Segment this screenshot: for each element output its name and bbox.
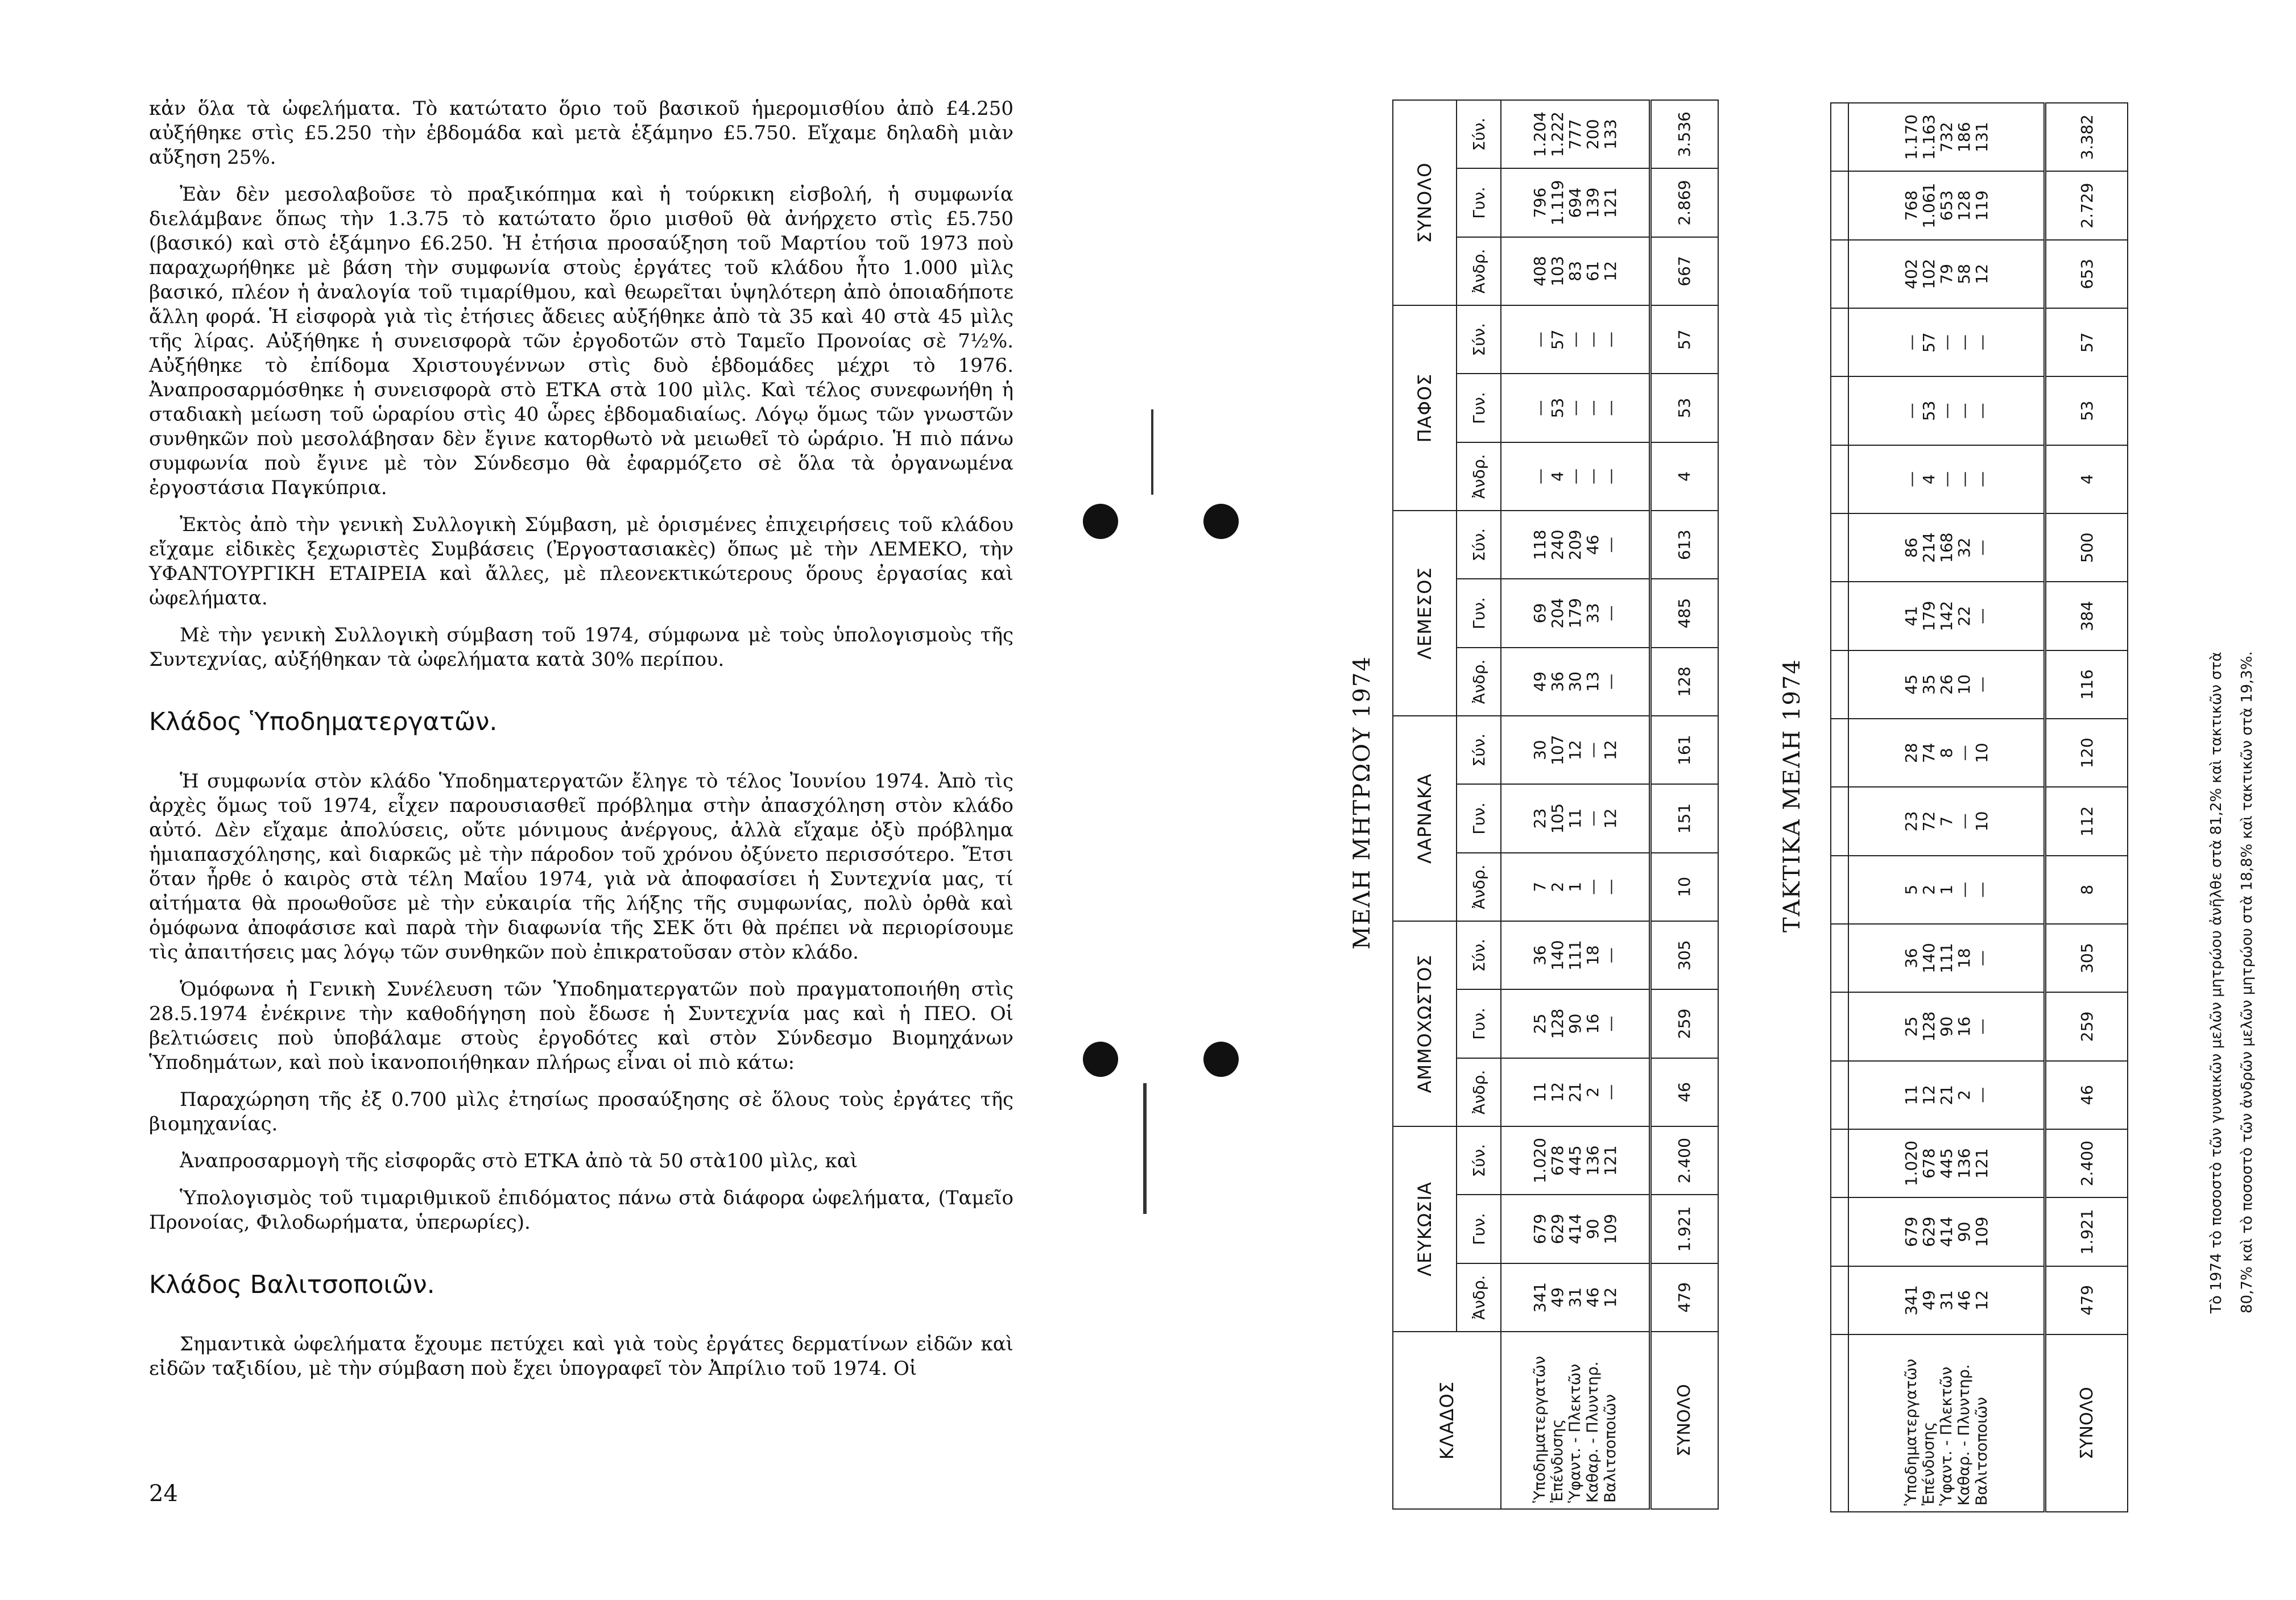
total-cell: 653 <box>2045 240 2128 308</box>
total-cell: 1.921 <box>1650 1195 1718 1263</box>
paragraph: Σημαντικὰ ὠφελήματα ἔχουμε πετύχει καὶ γιὰ τοὺς ἐργάτες δερματίνων εἰδῶν καὶ εἰδῶν ταξιδίου, μὲ τὴν σύμβαση ποὺ ἔχει ὑπογραφεῖ τὸν Ἀπρίλιο τοῦ 1974. Οἱ <box>149 1333 1013 1380</box>
value-cell: 36 140 111 18 — <box>1848 924 2045 992</box>
total-cell: 53 <box>1650 374 1718 442</box>
total-cell: 667 <box>1650 237 1718 305</box>
blank-header-cell <box>1831 1266 1848 1334</box>
value-cell: 796 1.119 694 139 121 <box>1501 168 1650 237</box>
value-cell: 69 204 179 33 — <box>1501 579 1650 647</box>
blank-header-cell <box>1831 171 1848 239</box>
blank-header-cell <box>1831 308 1848 376</box>
value-cell: — 4 — — — <box>1848 445 2045 513</box>
total-cell: 57 <box>2045 308 2128 376</box>
total-cell: 8 <box>2045 856 2128 924</box>
total-cell: 128 <box>1650 648 1718 716</box>
region-header: ΠΑΦΟΣ <box>1393 305 1457 511</box>
paragraph: Ὑπολογισμὸς τοῦ τιμαριθμικοῦ ἐπιδόματος πάνω στὰ διάφορα ὠφελήματα, (Ταμεῖο Προνοίας, Φιλοδωρήματα, ὑπερωρίες). <box>149 1187 1013 1234</box>
blank-header-cell <box>1831 1197 1848 1266</box>
page-number: 24 <box>149 1481 178 1507</box>
total-cell: 116 <box>2045 650 2128 719</box>
paragraph: Ἡ συμφωνία στὸν κλάδο Ὑποδηματεργατῶν ἔληγε τὸ τέλος Ἰουνίου 1974. Ἀπὸ τὶς ἀρχὲς ὅμως τοῦ 1974, εἶχεν παρουσιασθεῖ πρόβλημα στὴν ἀπασχόληση στὸν κλάδο αὐτό. Δὲν εἴχαμε ἀπολύσεις, οὔτε μόνιμους ἀνέργους, ἀλλὰ εἴχαμε ὀξὺ πρόβλημα ἡμιαπασχόλησης, καὶ διαρκῶς μὲ τὴν πάροδον τοῦ χρόνου ὀξύνετο περισσότερο. Ἔτσι ὅταν ἦρθε ὁ καιρὸς στὰ τέλη Μαΐου 1974, γιὰ νὰ ἀποφασίσει ἡ Συντεχνία μας, τί αἰτήματα θὰ προωθοῦσε μὲ τὴν εὐκαιρία τῆς λήξης τῆς συμφωνίας, πολὺ ὀρθὰ καὶ ὁμόφωνα ἀποφάσισε καὶ παρὰ τὴν διαφωνία τῆς ΣΕΚ ὅτι θὰ πρέπει νὰ περιορίσουμε τὶς ἀπαιτήσεις μας λόγῳ τῶν συνθηκῶν ποὺ ἐπικρατοῦσαν στὸν κλάδο. <box>149 770 1013 964</box>
sub-header: Γυν. <box>1457 784 1501 852</box>
blank-header-cell <box>1831 992 1848 1060</box>
total-cell: 3.382 <box>2045 103 2128 171</box>
blank-header-cell <box>1831 376 1848 445</box>
corner-label <box>1831 1334 1848 1512</box>
sub-header: Γυν. <box>1457 168 1501 237</box>
paragraph: Ἐὰν δὲν μεσολαβοῦσε τὸ πραξικόπημα καὶ ἡ τούρκικη εἰσβολή, ἡ συμφωνία διελάμβανε ὅπως τὴν 1.3.75 τὸ κατώτατο ὅριο μισθοῦ θὰ ἀνήρχετο στὶς £5.750 (βασικό) καὶ στὸ ἑξάμηνο £6.250. Ἡ ἐτήσια προσαύξηση τοῦ Μαρτίου τοῦ 1973 ποὺ παραχωρήθηκε μὲ βάση τὴν συμφωνία στοὺς ἐργάτες τοῦ κλάδου ἦτο 1.000 μὶλς βασικό, πλέον ἡ ἀναλογία τοῦ τιμαρίθμου, καὶ θεωρεῖται ὑψηλότερη ἀπὸ ὁποιαδήποτε ἄλλη φορά. Ἡ εἰσφορὰ γιὰ τὶς ἐτήσιες ἄδειες αὐξήθηκε ἀπὸ τὰ 35 καὶ 40 στὰ 45 μὶλς τῆς λίρας. Αὐξήθηκε ἡ συνεισφορὰ τῶν ἐργοδοτῶν στὸ Ταμεῖο Προνοίας σὲ 7½%. Αὐξήθηκε τὸ ἐπίδομα Χριστουγέννων στὶς δυὸ ἑβδομάδες μέχρι τὸ 1976. Ἀναπροσαρμόσθηκε ἡ συνεισφορὰ στὸ ΕΤΚΑ στὰ 100 μὶλς. Καὶ τέλος συνεφωνήθη ἡ σταδιακὴ μείωση τοῦ ὡραρίου στὶς 40 ὧρες ἑβδομαδιαίως. Λόγῳ ὅμως τῶν γνωστῶν συνθηκῶν ποὺ μεσολάβησαν δὲν ἔγινε κατορθωτὸ νὰ μειωθεῖ τὸ ὡράριο. Ἡ πιὸ πάνω συμφωνία ποὺ ἔγινε μὲ τὸν Σύνδεσμο θὰ ἐφαρμόζετο σὲ ὅλα τὰ ὀργανωμένα ἐργοστάσια Παγκύπρια. <box>149 183 1013 499</box>
paragraph: Ἐκτὸς ἀπὸ τὴν γενικὴ Συλλογικὴ Σύμβαση, μὲ ὁρισμένες ἐπιχειρήσεις τοῦ κλάδου εἴχαμε εἰδικὲς ξεχωριστὲς Συμβάσεις (Ἐργοστασιακὲς) ὅπως μὲ τὴν ΛΕΜΕΚΟ, τὴν ΥΦΑΝΤΟΥΡΓΙΚΗ ΕΤΑΙΡΕΙΑ καὶ ἄλλες, μὲ πλεονεκτικώτερους ὅρους ἐργασίας καὶ ὠφελήματα. <box>149 513 1013 610</box>
footnote: Τὸ 1974 τὸ ποσοστὸ τῶν γυναικῶν μελῶν μητρώου ἀνῆλθε στὰ 81,2% καὶ τακτικῶν στὰ <box>2208 652 2225 1313</box>
blank-header-cell <box>1831 856 1848 924</box>
blank-header-cell <box>1831 719 1848 787</box>
value-cell: 28 74 8 — 10 <box>1848 719 2045 787</box>
total-cell: 613 <box>1650 511 1718 579</box>
sub-header: Σύν. <box>1457 305 1501 374</box>
value-cell: 11 12 21 2 — <box>1848 1061 2045 1129</box>
total-cell: 2.400 <box>1650 1126 1718 1195</box>
corner-label: ΚΛΑΔΟΣ <box>1393 1332 1501 1509</box>
binder-hole <box>1203 504 1239 539</box>
value-cell: 41 179 142 22 — <box>1848 582 2045 650</box>
sub-header: Ἀνδρ. <box>1457 1058 1501 1126</box>
total-label: ΣΥΝΟΛΟ <box>1650 1332 1718 1509</box>
value-cell: — 53 — — — <box>1501 374 1650 442</box>
value-cell: 86 214 168 32 — <box>1848 513 2045 582</box>
sub-header: Σύν. <box>1457 1126 1501 1195</box>
sub-header: Σύν. <box>1457 716 1501 784</box>
blank-header-cell <box>1831 103 1848 171</box>
blank-header-cell <box>1831 445 1848 513</box>
total-cell: 1.921 <box>2045 1197 2128 1266</box>
sub-header: Ἀνδρ. <box>1457 442 1501 511</box>
sub-header: Ἀνδρ. <box>1457 237 1501 305</box>
region-header: ΑΜΜΟΧΩΣΤΟΣ <box>1393 921 1457 1126</box>
total-cell: 46 <box>1650 1058 1718 1126</box>
total-cell: 10 <box>1650 853 1718 921</box>
value-cell: 23 72 7 — 10 <box>1848 787 2045 855</box>
value-cell: 25 128 90 16 — <box>1848 992 2045 1060</box>
table-title: ΤΑΚΤΙΚΑ ΜΕΛΗ 1974 <box>1779 658 1805 932</box>
value-cell: — 57 — — — <box>1501 305 1650 374</box>
binder-hole <box>1203 1042 1239 1077</box>
total-cell: 2.400 <box>2045 1129 2128 1197</box>
total-cell: 112 <box>2045 787 2128 855</box>
total-cell: 500 <box>2045 513 2128 582</box>
regular-members-table <box>1830 102 2128 1512</box>
binder-hole <box>1083 504 1118 539</box>
left-page-text <box>149 97 1013 1552</box>
sub-header: Σύν. <box>1457 100 1501 168</box>
value-cell: 679 629 414 90 109 <box>1848 1197 2045 1266</box>
total-cell: 4 <box>1650 442 1718 511</box>
region-header: ΣΥΝΟΛΟ <box>1393 100 1457 305</box>
total-cell: 151 <box>1650 784 1718 852</box>
value-cell: 408 103 83 61 12 <box>1501 237 1650 305</box>
binder-hole <box>1083 1042 1118 1077</box>
blank-header-cell <box>1831 240 1848 308</box>
paragraph: Ὁμόφωνα ἡ Γενικὴ Συνέλευση τῶν Ὑποδηματεργατῶν ποὺ πραγματοποιήθη στὶς 28.5.1974 ἐνέκρινε τὴν καθοδήγηση ποὺ ἔδωσε ἡ Συντεχνία μας καὶ ἡ ΠΕΟ. Οἱ βελτιώσεις ποὺ ὑποβάλαμε στοὺς ἐργοδότες καὶ στὸν Σύνδεσμο Βιομηχάνων Ὑποδημάτων, καὶ ποὺ ἱκανοποιήθηκαν πλήρως εἶναι οἱ πιὸ κάτω: <box>149 978 1013 1074</box>
paragraph: κἀν ὅλα τὰ ὠφελήματα. Τὸ κατώτατο ὅριο τοῦ βασικοῦ ἡμερομισθίου ἀπὸ £4.250 αὐξήθηκε στὶς £5.250 τὴν ἑβδομάδα καὶ μετὰ ἑξάμηνο £5.750. Εἴχαμε δηλαδὴ μιὰν αὔξηση 25%. <box>149 97 1013 169</box>
value-cell: — 53 — — — <box>1848 376 2045 445</box>
paragraph: Παραχώρηση τῆς ἐξ 0.700 μὶλς ἐτησίως προσαύξησης σὲ ὅλους τοὺς ἐργάτες τῆς βιομηχανίας. <box>149 1088 1013 1135</box>
sub-header: Ἀνδρ. <box>1457 648 1501 716</box>
value-cell: 25 128 90 16 — <box>1501 989 1650 1058</box>
sub-header: Ἀνδρ. <box>1457 853 1501 921</box>
table-title: ΜΕΛΗ ΜΗΤΡΩΟΥ 1974 <box>1349 656 1375 950</box>
value-cell: — 57 — — — <box>1848 308 2045 376</box>
total-cell: 384 <box>2045 582 2128 650</box>
total-cell: 479 <box>1650 1263 1718 1332</box>
region-header: ΛΕΜΕΣΟΣ <box>1393 511 1457 716</box>
blank-header-cell <box>1831 1129 1848 1197</box>
total-cell: 3.536 <box>1650 100 1718 168</box>
region-header: ΛΑΡΝΑΚΑ <box>1393 716 1457 921</box>
value-cell: 1.170 1.163 732 186 131 <box>1848 103 2045 171</box>
value-cell: 23 105 11 — 12 <box>1501 784 1650 852</box>
value-cell: 341 49 31 46 12 <box>1501 1263 1650 1332</box>
pen-mark <box>1151 409 1153 495</box>
value-cell: 1.020 678 445 136 121 <box>1848 1129 2045 1197</box>
total-label: ΣΥΝΟΛΟ <box>2045 1334 2128 1512</box>
value-cell: 7 2 1 — — <box>1501 853 1650 921</box>
value-cell: 45 35 26 10 — <box>1848 650 2045 719</box>
blank-header-cell <box>1831 650 1848 719</box>
total-cell: 305 <box>1650 921 1718 989</box>
sub-header: Σύν. <box>1457 511 1501 579</box>
pen-mark <box>1143 1083 1147 1214</box>
total-cell: 46 <box>2045 1061 2128 1129</box>
paragraph: Μὲ τὴν γενικὴ Συλλογικὴ σύμβαση τοῦ 1974, σύμφωνα μὲ τοὺς ὑπολογισμοὺς τῆς Συντεχνίας, αὐξήθηκαν τὰ ὠφελήματα κατὰ 30% περίπου. <box>149 624 1013 671</box>
value-cell: — 4 — — — <box>1501 442 1650 511</box>
region-header: ΛΕΥΚΩΣΙΑ <box>1393 1126 1457 1332</box>
category-list: Ὑποδηματεργατῶν Ἐπένδυσης Ὑφαντ. - Πλεκτῶν Καθαρ. - Πλυντηρ. Βαλιτσοποιῶν <box>1848 1334 2045 1512</box>
total-cell: 485 <box>1650 579 1718 647</box>
value-cell: 1.020 678 445 136 121 <box>1501 1126 1650 1195</box>
value-cell: 36 140 111 18 — <box>1501 921 1650 989</box>
value-cell: 1.204 1.222 777 200 133 <box>1501 100 1650 168</box>
value-cell: 11 12 21 2 — <box>1501 1058 1650 1126</box>
total-cell: 4 <box>2045 445 2128 513</box>
members-register-table <box>1392 100 1718 1510</box>
sub-header: Γυν. <box>1457 579 1501 647</box>
total-cell: 161 <box>1650 716 1718 784</box>
total-cell: 305 <box>2045 924 2128 992</box>
total-cell: 259 <box>1650 989 1718 1058</box>
blank-header-cell <box>1831 582 1848 650</box>
sub-header: Σύν. <box>1457 921 1501 989</box>
total-cell: 57 <box>1650 305 1718 374</box>
blank-header-cell <box>1831 787 1848 855</box>
sub-header: Γυν. <box>1457 1195 1501 1263</box>
sub-header: Γυν. <box>1457 989 1501 1058</box>
footnote: 80,7% καὶ τὸ ποσοστὸ τῶν ἀνδρῶν μελῶν μητρώου στὰ 18,8% καὶ τακτικῶν στὰ 19,3%. <box>2239 651 2256 1313</box>
total-cell: 53 <box>2045 376 2128 445</box>
total-cell: 2.869 <box>1650 168 1718 237</box>
total-cell: 479 <box>2045 1266 2128 1334</box>
total-cell: 120 <box>2045 719 2128 787</box>
sub-header: Γυν. <box>1457 374 1501 442</box>
value-cell: 679 629 414 90 109 <box>1501 1195 1650 1263</box>
section-heading: Κλάδος Ὑποδηματεργατῶν. <box>149 707 498 736</box>
value-cell: 5 2 1 — — <box>1848 856 2045 924</box>
blank-header-cell <box>1831 513 1848 582</box>
section-heading: Κλάδος Βαλιτσοποιῶν. <box>149 1270 435 1299</box>
blank-header-cell <box>1831 924 1848 992</box>
total-cell: 2.729 <box>2045 171 2128 239</box>
value-cell: 49 36 30 13 — <box>1501 648 1650 716</box>
category-list: Ὑποδηματεργατῶν Ἐπένδυσης Ὑφαντ. - Πλεκτῶν Καθαρ. - Πλυντηρ. Βαλιτσοποιῶν <box>1501 1332 1650 1509</box>
total-cell: 259 <box>2045 992 2128 1060</box>
value-cell: 768 1.061 653 128 119 <box>1848 171 2045 239</box>
value-cell: 30 107 12 — 12 <box>1501 716 1650 784</box>
sub-header: Ἀνδρ. <box>1457 1263 1501 1332</box>
value-cell: 402 102 79 58 12 <box>1848 240 2045 308</box>
paragraph: Ἀναπροσαρμογὴ τῆς εἰσφορᾶς στὸ ΕΤΚΑ ἀπὸ τὰ 50 στὰ100 μὶλς, καὶ <box>180 1150 858 1172</box>
blank-header-cell <box>1831 1061 1848 1129</box>
value-cell: 341 49 31 46 12 <box>1848 1266 2045 1334</box>
value-cell: 118 240 209 46 — <box>1501 511 1650 579</box>
